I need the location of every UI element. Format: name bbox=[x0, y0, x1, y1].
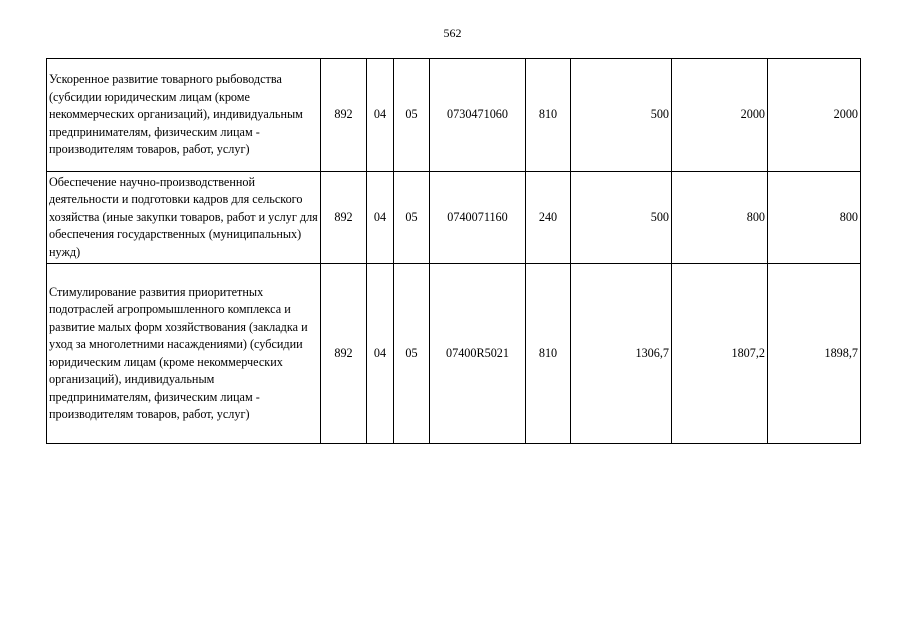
budget-table bbox=[46, 58, 861, 444]
subsection-code-cell: 05 bbox=[394, 59, 430, 172]
ministry-code-cell: 892 bbox=[321, 172, 367, 264]
table-row bbox=[47, 264, 861, 444]
target-article-cell: 0730471060 bbox=[430, 59, 526, 172]
ministry-code-cell: 892 bbox=[321, 59, 367, 172]
ministry-code-cell: 892 bbox=[321, 264, 367, 444]
expense-type-cell: 240 bbox=[526, 172, 571, 264]
section-code-cell: 04 bbox=[367, 172, 394, 264]
amount-1-cell: 500 bbox=[571, 172, 672, 264]
table-row bbox=[47, 172, 861, 264]
row-name-cell: Ускоренное развитие товарного рыбоводства (субсидии юридическим лицам (кроме некоммерческих организаций), индивидуальным предпринимателям, физическим лицам - производителям товаров, работ, услуг) bbox=[47, 59, 321, 172]
amount-2-cell: 2000 bbox=[672, 59, 768, 172]
target-article-cell: 07400R5021 bbox=[430, 264, 526, 444]
subsection-code-cell: 05 bbox=[394, 172, 430, 264]
amount-2-cell: 1807,2 bbox=[672, 264, 768, 444]
table-row bbox=[47, 59, 861, 172]
page-number: 562 bbox=[443, 26, 462, 40]
section-code-cell: 04 bbox=[367, 59, 394, 172]
row-name-cell: Стимулирование развития приоритетных подотраслей агропромышленного комплекса и развитие малых форм хозяйствования (закладка и уход за многолетними насаждениями) (субсидии юридическим лицам (кроме некоммерческих организаций), индивидуальным предпринимателям, физическим лицам - производителям товаров, работ, услуг) bbox=[47, 264, 321, 444]
amount-3-cell: 1898,7 bbox=[768, 264, 861, 444]
amount-3-cell: 800 bbox=[768, 172, 861, 264]
target-article-cell: 0740071160 bbox=[430, 172, 526, 264]
row-name-cell: Обеспечение научно-производственной деятельности и подготовки кадров для сельского хозяйства (иные закупки товаров, работ и услуг для обеспечения государственных (муниципальных) нужд) bbox=[47, 172, 321, 264]
amount-1-cell: 500 bbox=[571, 59, 672, 172]
amount-3-cell: 2000 bbox=[768, 59, 861, 172]
amount-2-cell: 800 bbox=[672, 172, 768, 264]
section-code-cell: 04 bbox=[367, 264, 394, 444]
amount-1-cell: 1306,7 bbox=[571, 264, 672, 444]
expense-type-cell: 810 bbox=[526, 264, 571, 444]
subsection-code-cell: 05 bbox=[394, 264, 430, 444]
expense-type-cell: 810 bbox=[526, 59, 571, 172]
